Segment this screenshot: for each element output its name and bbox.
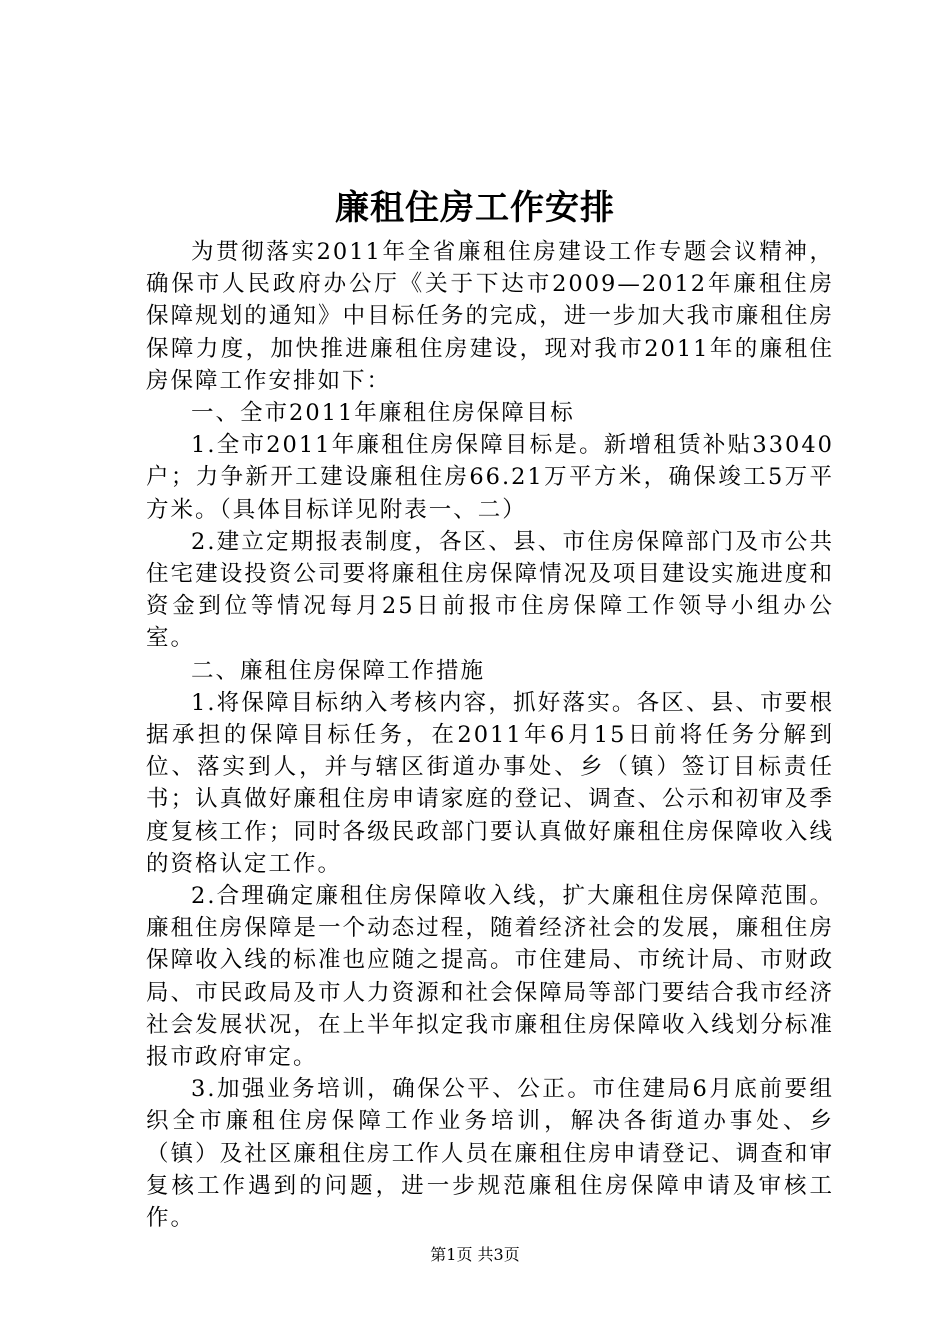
- paragraph-goal-2: 2.建立定期报表制度，各区、县、市住房保障部门及市公共住宅建设投资公司要将廉租住房保障情况及项目建设实施进度和资金到位等情况每月25日前报市住房保障工作领导小组办公室。: [146, 528, 834, 652]
- document-body: [146, 236, 834, 1234]
- section-heading-goals: 一、全市2011年廉租住房保障目标: [191, 400, 575, 427]
- paragraph-measure-3: 3.加强业务培训，确保公平、公正。市住建局6月底前要组织全市廉租住房保障工作业务培训，解决各街道办事处、乡（镇）及社区廉租住房工作人员在廉租住房申请登记、调查和审复核工作遇到的问题，进一步规范廉租住房保障申请及审核工作。: [146, 1076, 834, 1232]
- paragraph-goal-1: 1.全市2011年廉租住房保障目标是。新增租赁补贴33040户；力争新开工建设廉租住房66.21万平方米，确保竣工5万平方米。（具体目标详见附表一、二）: [146, 432, 834, 523]
- page-number-footer: 第1页 共3页: [430, 1245, 520, 1264]
- paragraph-intro: 为贯彻落实2011年全省廉租住房建设工作专题会议精神，确保市人民政府办公厅《关于下达市2009—2012年廉租住房保障规划的通知》中目标任务的完成，进一步加大我市廉租住房保障力度，加快推进廉租住房建设，现对我市2011年的廉租住房保障工作安排如下：: [146, 239, 834, 394]
- paragraph-measure-2: 2.合理确定廉租住房保障收入线，扩大廉租住房保障范围。廉租住房保障是一个动态过程，随着经济社会的发展，廉租住房保障收入线的标准也应随之提高。市住建局、市统计局、市财政局、市民政局及市人力资源和社会保障局等部门要结合我市经济社会发展状况，在上半年拟定我市廉租住房保障收入线划分标准报市政府审定。: [146, 883, 834, 1071]
- paragraph-measure-1: 1.将保障目标纳入考核内容，抓好落实。各区、县、市要根据承担的保障目标任务，在2011年6月15日前将任务分解到位、落实到人，并与辖区街道办事处、乡（镇）签订目标责任书；认真做好廉租住房申请家庭的登记、调查、公示和初审及季度复核工作；同时各级民政部门要认真做好廉租住房保障收入线的资格认定工作。: [146, 689, 834, 877]
- document-title: 廉租住房工作安排: [335, 188, 615, 228]
- section-heading-measures: 二、廉租住房保障工作措施: [191, 657, 486, 684]
